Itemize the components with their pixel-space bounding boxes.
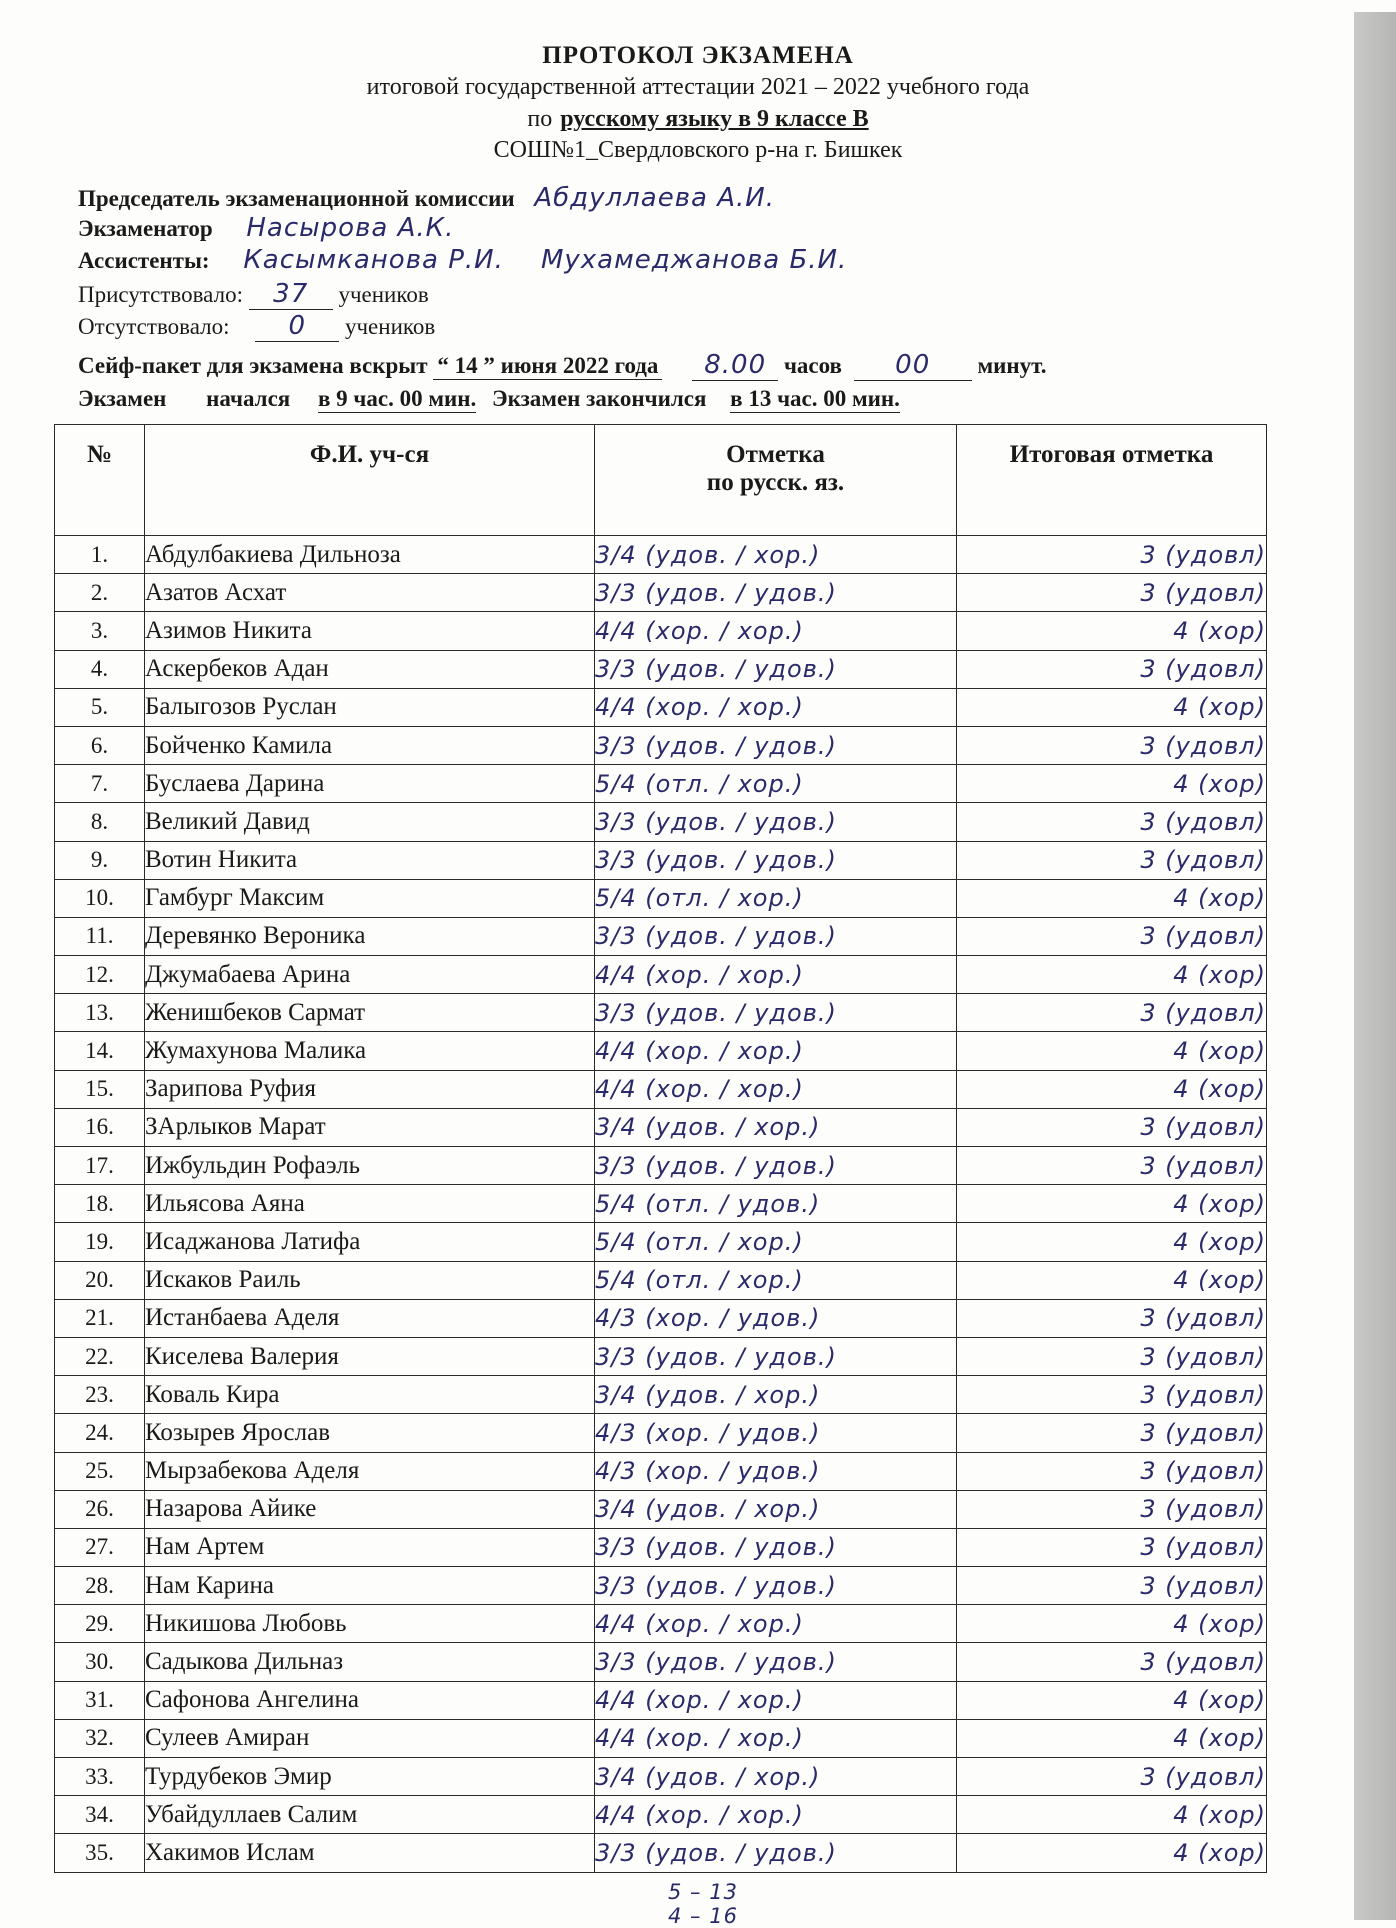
grade-cell: 5/4 (отл. / хор.) <box>595 1223 957 1261</box>
table-row <box>55 1185 1267 1223</box>
grade-cell: 4/4 (хор. / хор.) <box>595 1796 957 1834</box>
grade-cell: 4/4 (хор. / хор.) <box>595 612 957 650</box>
exam-label: Экзамен <box>78 386 167 411</box>
final-grade-cell: 3 (удовл) <box>957 1567 1267 1605</box>
table-row <box>55 574 1267 612</box>
assistants-line <box>78 245 847 275</box>
student-name: Садыкова Дильназ <box>145 1643 595 1681</box>
table-row <box>55 650 1267 688</box>
student-name: Джумабаева Арина <box>145 956 595 994</box>
row-number: 31. <box>55 1681 145 1719</box>
row-number: 30. <box>55 1643 145 1681</box>
subject-prefix: по <box>527 106 553 132</box>
absent-line <box>78 311 435 342</box>
header-final: Итоговая отметка <box>957 425 1267 536</box>
student-name: Аскербеков Адан <box>145 650 595 688</box>
present-label: Присутствовало: <box>78 282 243 307</box>
grade-cell: 4/4 (хор. / хор.) <box>595 1032 957 1070</box>
table-row <box>55 1337 1267 1375</box>
present-students-word: учеников <box>338 282 429 307</box>
grade-cell: 3/4 (удов. / хор.) <box>595 1490 957 1528</box>
student-name: Ижбульдин Рофаэль <box>145 1147 595 1185</box>
student-name: Убайдуллаев Салим <box>145 1796 595 1834</box>
table-row <box>55 536 1267 574</box>
row-number: 2. <box>55 574 145 612</box>
student-name: Зарипова Руфия <box>145 1070 595 1108</box>
chair-line <box>78 183 775 213</box>
final-grade-cell: 4 (хор) <box>957 765 1267 803</box>
examiner-label: Экзаменатор <box>78 216 213 241</box>
row-number: 12. <box>55 956 145 994</box>
header-name: Ф.И. уч-ся <box>145 425 595 536</box>
table-row <box>55 1834 1267 1872</box>
absent-value: 0 <box>255 311 339 342</box>
table-row <box>55 765 1267 803</box>
final-grade-cell: 4 (хор) <box>957 1261 1267 1299</box>
student-name: Вотин Никита <box>145 841 595 879</box>
row-number: 15. <box>55 1070 145 1108</box>
grade-cell: 3/3 (удов. / удов.) <box>595 1147 957 1185</box>
table-row <box>55 1528 1267 1566</box>
table-row <box>55 1719 1267 1757</box>
student-name: Деревянко Вероника <box>145 917 595 955</box>
bottom-tally <box>668 1880 738 1928</box>
final-grade-cell: 3 (удовл) <box>957 1528 1267 1566</box>
subject-value: русскому языку в 9 классе В <box>560 106 869 132</box>
grade-cell: 3/3 (удов. / удов.) <box>595 917 957 955</box>
final-grade-cell: 4 (хор) <box>957 1605 1267 1643</box>
row-number: 6. <box>55 726 145 764</box>
table-row <box>55 1796 1267 1834</box>
student-name: Хакимов Ислам <box>145 1834 595 1872</box>
row-number: 32. <box>55 1719 145 1757</box>
table-row <box>55 1567 1267 1605</box>
student-name: Женишбеков Сармат <box>145 994 595 1032</box>
school-name: СОШ№1_Свердловского р-на г. Бишкек <box>493 137 903 163</box>
examiner-line <box>78 213 454 243</box>
student-name: Коваль Кира <box>145 1376 595 1414</box>
ended-label: Экзамен закончился <box>492 386 707 411</box>
row-number: 3. <box>55 612 145 650</box>
student-name: Азатов Асхат <box>145 574 595 612</box>
final-grade-cell: 3 (удовл) <box>957 1452 1267 1490</box>
table-row <box>55 1070 1267 1108</box>
started-value: в 9 час. 00 мин. <box>317 386 477 411</box>
tally-line-1: 5 – 13 <box>668 1880 738 1904</box>
final-grade-cell: 4 (хор) <box>957 879 1267 917</box>
final-grade-cell: 4 (хор) <box>957 688 1267 726</box>
student-name: Балыгозов Руслан <box>145 688 595 726</box>
results-table <box>54 424 1267 1873</box>
final-grade-cell: 4 (хор) <box>957 1796 1267 1834</box>
student-name: Жумахунова Малика <box>145 1032 595 1070</box>
final-grade-cell: 4 (хор) <box>957 1032 1267 1070</box>
row-number: 13. <box>55 994 145 1032</box>
ended-value: в 13 час. 00 мин. <box>730 386 900 411</box>
table-row <box>55 994 1267 1032</box>
table-row <box>55 1223 1267 1261</box>
table-body <box>55 536 1267 1873</box>
student-name: Азимов Никита <box>145 612 595 650</box>
safe-hours: 8.00 <box>692 350 778 381</box>
student-name: Гамбург Максим <box>145 879 595 917</box>
row-number: 25. <box>55 1452 145 1490</box>
row-number: 28. <box>55 1567 145 1605</box>
table-row <box>55 1299 1267 1337</box>
row-number: 34. <box>55 1796 145 1834</box>
student-name: Никишова Любовь <box>145 1605 595 1643</box>
grade-cell: 3/3 (удов. / удов.) <box>595 841 957 879</box>
final-grade-cell: 3 (удовл) <box>957 1414 1267 1452</box>
final-grade-cell: 3 (удовл) <box>957 1108 1267 1146</box>
table-row <box>55 1414 1267 1452</box>
student-name: Турдубеков Эмир <box>145 1758 595 1796</box>
student-name: Буслаева Дарина <box>145 765 595 803</box>
row-number: 7. <box>55 765 145 803</box>
table-row <box>55 1681 1267 1719</box>
grade-cell: 3/3 (удов. / удов.) <box>595 803 957 841</box>
table-row <box>55 841 1267 879</box>
table-row <box>55 1605 1267 1643</box>
table-row <box>55 917 1267 955</box>
final-grade-cell: 3 (удовл) <box>957 803 1267 841</box>
grade-cell: 3/3 (удов. / удов.) <box>595 1567 957 1605</box>
student-name: Искаков Раиль <box>145 1261 595 1299</box>
table-row <box>55 956 1267 994</box>
grade-cell: 5/4 (отл. / хор.) <box>595 1261 957 1299</box>
final-grade-cell: 4 (хор) <box>957 1834 1267 1872</box>
started-label: начался <box>206 386 291 411</box>
final-grade-cell: 4 (хор) <box>957 1681 1267 1719</box>
row-number: 35. <box>55 1834 145 1872</box>
final-grade-cell: 4 (хор) <box>957 956 1267 994</box>
table-row <box>55 1643 1267 1681</box>
row-number: 4. <box>55 650 145 688</box>
header-num: № <box>55 425 145 536</box>
table-row <box>55 1108 1267 1146</box>
grade-cell: 4/4 (хор. / хор.) <box>595 1719 957 1757</box>
grade-cell: 3/3 (удов. / удов.) <box>595 1528 957 1566</box>
absent-students-word: учеников <box>344 314 436 339</box>
row-number: 18. <box>55 1185 145 1223</box>
safe-date: “ 14 ” июня 2022 года <box>433 353 662 380</box>
examiner-value: Насырова А.К. <box>246 213 455 243</box>
final-grade-cell: 4 (хор) <box>957 612 1267 650</box>
final-grade-cell: 3 (удовл) <box>957 841 1267 879</box>
table-row <box>55 1376 1267 1414</box>
present-value: 37 <box>249 279 333 310</box>
grade-cell: 3/3 (удов. / удов.) <box>595 1337 957 1375</box>
grade-cell: 3/3 (удов. / удов.) <box>595 1834 957 1872</box>
final-grade-cell: 3 (удовл) <box>957 1490 1267 1528</box>
row-number: 24. <box>55 1414 145 1452</box>
row-number: 29. <box>55 1605 145 1643</box>
student-name: Нам Карина <box>145 1567 595 1605</box>
row-number: 1. <box>55 536 145 574</box>
exam-time-line <box>78 386 900 413</box>
table-row <box>55 1032 1267 1070</box>
student-name: ЗАрлыков Марат <box>145 1108 595 1146</box>
grade-cell: 3/3 (удов. / удов.) <box>595 726 957 764</box>
grade-cell: 5/4 (отл. / хор.) <box>595 879 957 917</box>
row-number: 22. <box>55 1337 145 1375</box>
final-grade-cell: 3 (удовл) <box>957 536 1267 574</box>
student-name: Абдулбакиева Дильноза <box>145 536 595 574</box>
safe-minutes: 00 <box>854 350 972 381</box>
grade-cell: 4/4 (хор. / хор.) <box>595 1070 957 1108</box>
final-grade-cell: 3 (удовл) <box>957 650 1267 688</box>
table-row <box>55 1261 1267 1299</box>
grade-cell: 4/4 (хор. / хор.) <box>595 956 957 994</box>
student-name: Бойченко Камила <box>145 726 595 764</box>
chair-value: Абдуллаева А.И. <box>534 183 775 213</box>
grade-cell: 4/4 (хор. / хор.) <box>595 1605 957 1643</box>
final-grade-cell: 3 (удовл) <box>957 994 1267 1032</box>
chair-label: Председатель экзаменационной комиссии <box>78 186 515 211</box>
final-grade-cell: 3 (удовл) <box>957 1643 1267 1681</box>
grade-cell: 3/3 (удов. / удов.) <box>595 574 957 612</box>
final-grade-cell: 3 (удовл) <box>957 726 1267 764</box>
row-number: 16. <box>55 1108 145 1146</box>
table-row <box>55 688 1267 726</box>
grade-cell: 5/4 (отл. / хор.) <box>595 765 957 803</box>
student-name: Киселева Валерия <box>145 1337 595 1375</box>
present-line <box>78 279 429 310</box>
grade-cell: 3/4 (удов. / хор.) <box>595 536 957 574</box>
final-grade-cell: 3 (удовл) <box>957 1376 1267 1414</box>
final-grade-cell: 4 (хор) <box>957 1185 1267 1223</box>
row-number: 10. <box>55 879 145 917</box>
student-name: Козырев Ярослав <box>145 1414 595 1452</box>
scan-edge-strip <box>1354 12 1396 1920</box>
grade-cell: 4/4 (хор. / хор.) <box>595 688 957 726</box>
safe-hours-word: часов <box>783 353 842 378</box>
final-grade-cell: 4 (хор) <box>957 1223 1267 1261</box>
table-row <box>55 612 1267 650</box>
student-name: Истанбаева Аделя <box>145 1299 595 1337</box>
student-name: Исаджанова Латифа <box>145 1223 595 1261</box>
student-name: Назарова Айике <box>145 1490 595 1528</box>
absent-label: Отсутствовало: <box>78 314 230 339</box>
row-number: 23. <box>55 1376 145 1414</box>
row-number: 27. <box>55 1528 145 1566</box>
student-name: Ильясова Аяна <box>145 1185 595 1223</box>
row-number: 17. <box>55 1147 145 1185</box>
grade-cell: 3/4 (удов. / хор.) <box>595 1758 957 1796</box>
table-row <box>55 879 1267 917</box>
row-number: 14. <box>55 1032 145 1070</box>
grade-cell: 3/3 (удов. / удов.) <box>595 1643 957 1681</box>
row-number: 20. <box>55 1261 145 1299</box>
student-name: Нам Артем <box>145 1528 595 1566</box>
header-grade-line1: Отметка <box>726 441 825 468</box>
row-number: 5. <box>55 688 145 726</box>
student-name: Сулеев Амиран <box>145 1719 595 1757</box>
header-grade <box>595 425 957 536</box>
final-grade-cell: 3 (удовл) <box>957 1299 1267 1337</box>
row-number: 11. <box>55 917 145 955</box>
student-name: Мырзабекова Аделя <box>145 1452 595 1490</box>
final-grade-cell: 4 (хор) <box>957 1719 1267 1757</box>
table-row <box>55 726 1267 764</box>
grade-cell: 3/4 (удов. / хор.) <box>595 1376 957 1414</box>
table-row <box>55 1452 1267 1490</box>
assistants-value: Касымканова Р.И. Мухамеджанова Б.И. <box>243 245 848 275</box>
grade-cell: 3/4 (удов. / хор.) <box>595 1108 957 1146</box>
grade-cell: 3/3 (удов. / удов.) <box>595 650 957 688</box>
row-number: 8. <box>55 803 145 841</box>
table-row <box>55 1490 1267 1528</box>
grade-cell: 4/4 (хор. / хор.) <box>595 1681 957 1719</box>
grade-cell: 4/3 (хор. / удов.) <box>595 1299 957 1337</box>
final-grade-cell: 3 (удовл) <box>957 1337 1267 1375</box>
student-name: Сафонова Ангелина <box>145 1681 595 1719</box>
safe-package-line <box>78 350 1046 381</box>
row-number: 21. <box>55 1299 145 1337</box>
grade-cell: 4/3 (хор. / удов.) <box>595 1452 957 1490</box>
row-number: 26. <box>55 1490 145 1528</box>
grade-cell: 3/3 (удов. / удов.) <box>595 994 957 1032</box>
row-number: 33. <box>55 1758 145 1796</box>
table-row <box>55 803 1267 841</box>
document-title: ПРОТОКОЛ ЭКЗАМЕНА <box>542 42 854 69</box>
final-grade-cell: 3 (удовл) <box>957 917 1267 955</box>
row-number: 19. <box>55 1223 145 1261</box>
assistants-label: Ассистенты: <box>78 248 210 273</box>
table-row <box>55 1758 1267 1796</box>
document-subtitle: итоговой государственной аттестации 2021 – 2022 учебного года <box>366 74 1030 100</box>
student-name: Великий Давид <box>145 803 595 841</box>
safe-label: Сейф-пакет для экзамена вскрыт <box>78 353 428 378</box>
final-grade-cell: 3 (удовл) <box>957 1758 1267 1796</box>
table-header-row <box>55 425 1267 536</box>
tally-line-2: 4 – 16 <box>668 1904 738 1928</box>
final-grade-cell: 4 (хор) <box>957 1070 1267 1108</box>
subject-line <box>0 106 1396 133</box>
final-grade-cell: 3 (удовл) <box>957 574 1267 612</box>
safe-minutes-word: минут. <box>977 353 1047 378</box>
header-grade-line2: по русск. яз. <box>706 469 845 496</box>
grade-cell: 5/4 (отл. / удов.) <box>595 1185 957 1223</box>
final-grade-cell: 3 (удовл) <box>957 1147 1267 1185</box>
table-row <box>55 1147 1267 1185</box>
row-number: 9. <box>55 841 145 879</box>
grade-cell: 4/3 (хор. / удов.) <box>595 1414 957 1452</box>
